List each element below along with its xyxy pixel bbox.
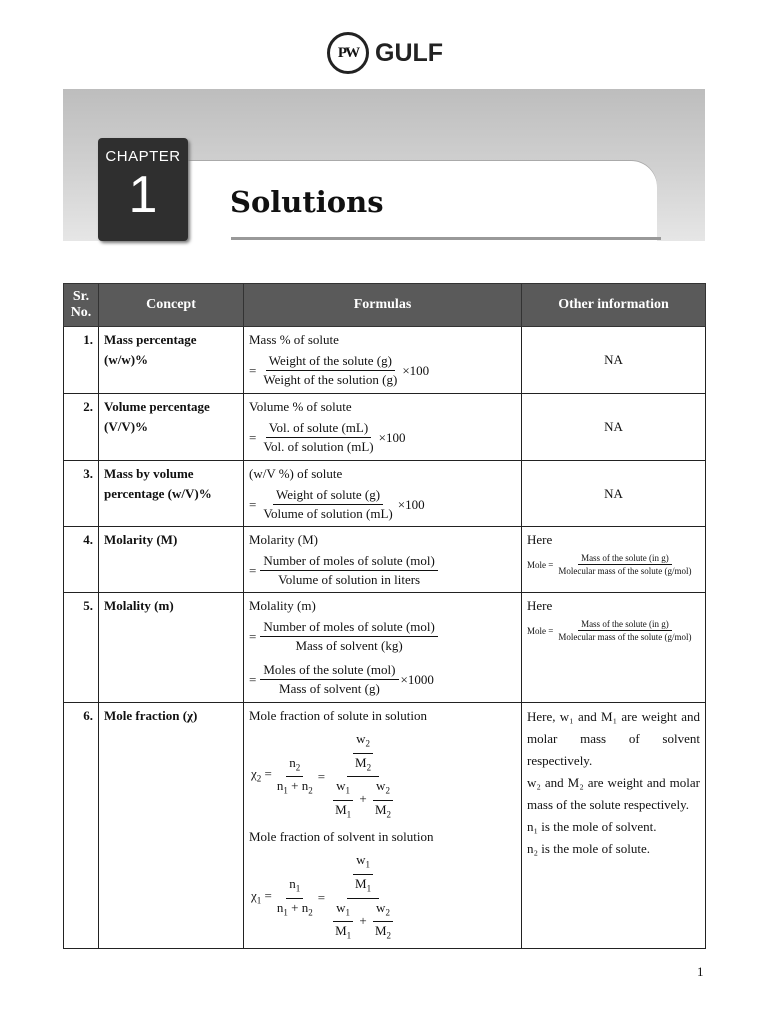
table-row: 2. Volume percentage (V/V)% Volume % of solute = $\frac{\text{Vol. of solute (mL)}}{\text{Vol. of solution (mL)}}$ ×100 NA <box>64 394 706 461</box>
fraction: $\frac{\text{Weight of solute (g)}}{\text{Volume of solution (mL)}}$ <box>263 487 393 521</box>
fraction: $\frac{\text{Moles of the solute (mol)}}{\text{Mass of solvent (g)}}$ <box>260 661 398 698</box>
mole-fraction-solvent-formula: $\chi_1$ = $\frac{n_1}{n_1 + n_2}$ = $\frac{w_1}{M_1}$ $\frac{w_1}{M_1}$ + $\frac{w_2}{M_2}$ <box>251 852 392 941</box>
logo-word: GULF <box>375 38 444 67</box>
fraction: $\frac{\text{Number of moles of solute (mol)}}{\text{Mass of solvent (kg)}}$ <box>260 618 438 655</box>
fraction: $\frac{\text{Weight of the solute (g)}}{\text{Weight of the solution (g)}}$ <box>263 353 398 387</box>
table-row: 3. Mass by volume percentage (w/V)% (w/V %) of solute = $\frac{\text{Weight of solute (g)}}{\text{Volume of solution (mL)}}$ ×100 NA <box>64 461 706 527</box>
header-sr: Sr. No. <box>64 284 99 327</box>
fraction: $\frac{\text{Mass of the solute (in g)}}{\text{Molecular mass of the solute (g/mol)}}$ <box>558 619 692 642</box>
header-concept: Concept <box>99 284 244 327</box>
formula-table <box>63 283 706 949</box>
page-title: Solutions <box>230 185 384 219</box>
table-row: 1. Mass percentage (w/w)% Mass % of solute = $\frac{\text{Weight of the solute (g)}}{\text{Weight of the solution (g)}}$ ×100 NA <box>64 327 706 394</box>
header-other: Other information <box>522 284 706 327</box>
fraction: $\frac{\text{Mass of the solute (in g)}}{\text{Molecular mass of the solute (g/mol)}}$ <box>558 553 692 576</box>
table-header <box>64 284 706 327</box>
mole-fraction-solute-formula: $\chi_2$ = $\frac{n_2}{n_1 + n_2}$ = $\frac{w_2}{M_2}$ $\frac{w_1}{M_1}$ + $\frac{w_2}{M_2}$ <box>251 731 392 820</box>
header-formulas: Formulas <box>244 284 522 327</box>
table-row: 5. Molality (m) Molality (m) = $\frac{\text{Number of moles of solute (mol)}}{\text{Mass of solvent (kg)}}$ = $\frac{\text{Moles of the solute (mol)}}{\text{Mass of solvent (g)}}$ ×1000 Here Mole = $\frac{\text{Mass of the solute (in g)}}{\text{Molecular mass of the solute (g/mol)}}$ <box>64 593 706 703</box>
page-number: 1 <box>697 964 704 979</box>
logo <box>327 30 443 76</box>
fraction: $\frac{\text{Number of moles of solute (mol)}}{\text{Volume of solution in liters}}$ <box>260 552 438 589</box>
table-row: 4. Molarity (M) Molarity (M) = $\frac{\text{Number of moles of solute (mol)}}{\text{Volume of solution in liters}}$ Here Mole = $\frac{\text{Mass of the solute (in g)}}{\text{Molecular mass of the solute (g/mol)}}$ <box>64 527 706 593</box>
chapter-number: 1 <box>128 166 158 224</box>
pw-logo-icon: PW <box>327 32 369 74</box>
fraction: $\frac{\text{Vol. of solute (mL)}}{\text{Vol. of solution (mL)}}$ <box>263 420 374 454</box>
chapter-badge <box>98 138 188 241</box>
table-row: 6. Mole fraction (χ) Mole fraction of solute in solution $\chi_2$ = $\frac{n_2}{n_1 + n_2}$ = $\frac{w_2}{M_2}$ $\frac{w_1}{M_1}$ + $\frac{w_2}{M_2}$ Mole fraction of solvent in solution $\chi_1$ = $\frac{n_1}{n_1 + n_2}$ = $\frac{w_1}{M_1}$ $\frac{w_1}{M_1}$ + $\frac{w_2}{M_2}$ Here, w₁ and M₁ are weight and molar mass of solvent respectively. w₂ and M₂ are weight and molar mass of the solute respectively. n₁ is the mole of solvent. n₂ is the mole of solute. <box>64 703 706 949</box>
chapter-label: CHAPTER <box>105 148 181 165</box>
